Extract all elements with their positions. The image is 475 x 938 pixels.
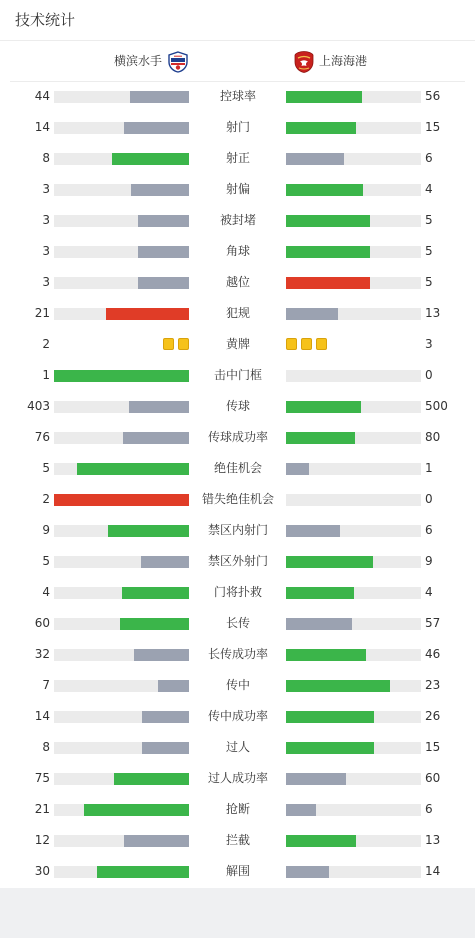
away-stat-value: 5 [425, 213, 433, 227]
home-stat-bar-track [54, 804, 189, 816]
stat-label: 禁区外射门 [207, 554, 268, 568]
home-team-crest-icon [166, 50, 190, 74]
home-stat-bar-track [54, 91, 189, 103]
home-stat-value: 3 [42, 275, 50, 289]
home-stat-value: 8 [42, 151, 50, 165]
stat-label: 禁区内射门 [207, 523, 268, 537]
home-stat-value: 2 [42, 492, 50, 506]
stat-row [0, 453, 475, 484]
stat-label: 角球 [225, 244, 250, 258]
stat-row [0, 608, 475, 639]
home-stat-bar-fill [122, 587, 190, 599]
away-stat-bar-track [286, 649, 421, 661]
away-team-crest-icon [292, 50, 316, 74]
home-stat-value: 21 [34, 802, 50, 816]
home-stat-bar-fill [138, 215, 189, 227]
away-stat-bar-fill [286, 432, 355, 444]
home-stat-bar-track [54, 556, 189, 568]
home-stat-bar-track [54, 494, 189, 506]
home-stat-value: 1 [42, 368, 50, 382]
away-stat-value: 5 [425, 275, 433, 289]
home-stat-bar-track [54, 246, 189, 258]
away-stat-bar-fill [286, 742, 374, 754]
away-stat-value: 6 [425, 802, 433, 816]
away-stat-bar-fill [286, 401, 361, 413]
home-stat-bar-track [54, 711, 189, 723]
yellow-card-icon [286, 338, 297, 350]
away-stat-bar-track [286, 742, 421, 754]
stat-label: 被封堵 [219, 213, 256, 227]
home-stat-bar-fill [138, 277, 189, 289]
home-stat-bar-track [54, 649, 189, 661]
stat-label: 长传 [225, 616, 250, 630]
away-stat-bar-fill [286, 215, 370, 227]
stat-row [0, 794, 475, 825]
yellow-card-icon [178, 338, 189, 350]
stat-label: 控球率 [219, 89, 256, 103]
stat-label: 抢断 [225, 802, 250, 816]
stat-row [0, 236, 475, 267]
home-stat-value: 21 [34, 306, 50, 320]
home-stat-bar-fill [142, 742, 189, 754]
home-stat-bar-track [54, 587, 189, 599]
home-stat-value: 3 [42, 213, 50, 227]
home-stat-value: 5 [42, 461, 50, 475]
away-stat-bar-track [286, 153, 421, 165]
away-stat-value: 6 [425, 523, 433, 537]
stat-row [0, 112, 475, 143]
home-stat-bar-track [54, 370, 189, 382]
yellow-card-icon [163, 338, 174, 350]
home-stat-bar-track [54, 308, 189, 320]
home-stat-bar-track [54, 153, 189, 165]
yellow-card-icon [316, 338, 327, 350]
stat-row [0, 360, 475, 391]
home-stat-bar-track [54, 866, 189, 878]
stat-label: 传中成功率 [207, 709, 268, 723]
away-stat-bar-fill [286, 680, 390, 692]
home-stat-bar-fill [124, 122, 189, 134]
away-stat-bar-track [286, 91, 421, 103]
home-stat-bar-fill [129, 401, 189, 413]
stat-label: 传中 [225, 678, 250, 692]
home-stat-value: 4 [42, 585, 50, 599]
stat-row [0, 391, 475, 422]
stat-label: 过人 [225, 740, 250, 754]
home-stat-bar-fill [141, 556, 189, 568]
away-stat-bar-fill [286, 277, 370, 289]
away-stat-value: 26 [425, 709, 441, 723]
home-stat-value: 7 [42, 678, 50, 692]
home-stat-bar-fill [84, 804, 189, 816]
stat-label: 传球成功率 [207, 430, 268, 444]
home-stat-bar-track [54, 742, 189, 754]
stat-row [0, 856, 475, 887]
stat-row [0, 267, 475, 298]
away-stat-bar-fill [286, 804, 316, 816]
home-stat-bar-fill [120, 618, 189, 630]
home-stat-bar-fill [54, 494, 189, 506]
away-stat-bar-fill [286, 835, 356, 847]
stat-label: 过人成功率 [207, 771, 268, 785]
yellow-card-icon [301, 338, 312, 350]
away-stat-bar-fill [286, 587, 354, 599]
stat-row [0, 670, 475, 701]
home-stat-bar-fill [97, 866, 189, 878]
away-stat-bar-track [286, 835, 421, 847]
stat-row [0, 701, 475, 732]
page-title: 技术统计 [15, 11, 76, 29]
away-stat-bar-fill [286, 122, 356, 134]
away-stat-bar-track [286, 556, 421, 568]
home-stat-value: 14 [34, 120, 50, 134]
home-stat-bar-track [54, 184, 189, 196]
home-stat-bar-fill [114, 773, 189, 785]
home-stat-bar-track [54, 680, 189, 692]
home-stat-bar-track [54, 277, 189, 289]
away-stat-bar-fill [286, 525, 340, 537]
away-stat-bar-fill [286, 866, 329, 878]
away-stat-bar-track [286, 680, 421, 692]
stats-list [0, 81, 475, 887]
home-stat-value: 32 [34, 647, 50, 661]
away-stat-value: 4 [425, 182, 433, 196]
home-stat-bar-fill [138, 246, 189, 258]
away-stat-bar-fill [286, 463, 309, 475]
away-stat-bar-track [286, 587, 421, 599]
stat-label: 错失绝佳机会 [201, 492, 274, 506]
home-stat-value: 9 [42, 523, 50, 537]
home-stat-bar-fill [77, 463, 189, 475]
away-stat-bar-track [286, 525, 421, 537]
away-stat-bar-fill [286, 246, 370, 258]
home-stat-value: 44 [34, 89, 50, 103]
away-stat-value: 1 [425, 461, 433, 475]
away-stat-bar-track [286, 494, 421, 506]
home-stat-bar-fill [106, 308, 189, 320]
away-stat-value: 56 [425, 89, 441, 103]
stat-row [0, 81, 475, 112]
home-stat-value: 14 [34, 709, 50, 723]
away-stat-bar-track [286, 711, 421, 723]
home-stat-value: 76 [34, 430, 50, 444]
stat-label: 传球 [225, 399, 250, 413]
away-stat-value: 5 [425, 244, 433, 258]
away-stat-value: 15 [425, 120, 441, 134]
stat-row [0, 732, 475, 763]
stat-label: 黄牌 [225, 337, 250, 351]
home-stat-bar-track [54, 122, 189, 134]
away-stat-value: 57 [425, 616, 441, 630]
home-stat-bar-fill [112, 153, 189, 165]
home-stat-bar-fill [123, 432, 189, 444]
away-stat-bar-fill [286, 184, 363, 196]
away-stat-value: 15 [425, 740, 441, 754]
stat-row [0, 422, 475, 453]
home-stat-bar-track [54, 401, 189, 413]
away-stat-value: 0 [425, 492, 433, 506]
stat-row [0, 515, 475, 546]
home-stat-value: 75 [34, 771, 50, 785]
home-stat-bar-track [54, 525, 189, 537]
away-stat-bar-track [286, 432, 421, 444]
away-stat-bar-fill [286, 91, 362, 103]
stat-row [0, 639, 475, 670]
stat-label: 拦截 [225, 833, 250, 847]
away-stat-bar-fill [286, 773, 346, 785]
away-stat-bar-track [286, 804, 421, 816]
home-stat-bar-track [54, 773, 189, 785]
away-stat-value: 13 [425, 306, 441, 320]
stat-row [0, 174, 475, 205]
home-stat-value: 403 [27, 399, 50, 413]
away-stat-bar-track [286, 866, 421, 878]
stat-row [0, 546, 475, 577]
away-stat-bar-fill [286, 711, 374, 723]
away-stat-bar-track [286, 184, 421, 196]
stat-row [0, 205, 475, 236]
home-stat-bar-fill [108, 525, 189, 537]
teams-header [0, 41, 475, 81]
away-yellow-cards [286, 338, 327, 350]
stat-row [0, 825, 475, 856]
stat-label: 门将扑救 [213, 585, 262, 599]
away-stat-value: 23 [425, 678, 441, 692]
stat-row [0, 143, 475, 174]
stat-label: 击中门框 [213, 368, 262, 382]
away-stat-value: 13 [425, 833, 441, 847]
home-stat-value: 8 [42, 740, 50, 754]
stat-row [0, 577, 475, 608]
away-stat-bar-track [286, 773, 421, 785]
stat-label: 射偏 [225, 182, 250, 196]
home-stat-bar-fill [130, 91, 189, 103]
away-stat-bar-track [286, 215, 421, 227]
home-stat-value: 3 [42, 244, 50, 258]
away-stat-bar-fill [286, 153, 344, 165]
away-stat-value: 4 [425, 585, 433, 599]
home-stat-value: 3 [42, 182, 50, 196]
away-stat-bar-track [286, 122, 421, 134]
stat-label: 犯规 [225, 306, 250, 320]
away-stat-value: 6 [425, 151, 433, 165]
away-stat-bar-track [286, 308, 421, 320]
home-stat-value: 30 [34, 864, 50, 878]
away-stat-bar-fill [286, 308, 338, 320]
home-stat-bar-track [54, 463, 189, 475]
stat-row [0, 763, 475, 794]
home-stat-value: 2 [42, 337, 50, 351]
home-stat-value: 5 [42, 554, 50, 568]
stat-row [0, 484, 475, 515]
home-stat-bar-fill [54, 370, 189, 382]
home-stat-bar-fill [142, 711, 189, 723]
away-stat-bar-track [286, 401, 421, 413]
away-stat-value: 46 [425, 647, 441, 661]
home-stat-bar-track [54, 835, 189, 847]
home-stat-bar-fill [134, 649, 189, 661]
away-stat-bar-track [286, 246, 421, 258]
away-stat-bar-track [286, 370, 421, 382]
away-stat-bar-fill [286, 556, 373, 568]
away-stat-value: 500 [425, 399, 448, 413]
away-stat-value: 60 [425, 771, 441, 785]
home-stat-bar-fill [124, 835, 189, 847]
away-stat-value: 80 [425, 430, 441, 444]
away-stat-value: 9 [425, 554, 433, 568]
away-stat-bar-fill [286, 618, 352, 630]
away-team-name: 上海海港 [319, 54, 368, 68]
stat-label: 射门 [225, 120, 250, 134]
home-yellow-cards [163, 338, 189, 350]
stat-row [0, 329, 475, 360]
home-stat-bar-track [54, 215, 189, 227]
home-stat-bar-fill [131, 184, 189, 196]
home-stat-bar-fill [158, 680, 189, 692]
stat-label: 射正 [225, 151, 250, 165]
away-stat-value: 3 [425, 337, 433, 351]
stat-label: 绝佳机会 [213, 461, 262, 475]
away-stat-value: 14 [425, 864, 441, 878]
home-stat-value: 60 [34, 616, 50, 630]
away-stat-bar-track [286, 463, 421, 475]
away-stat-bar-fill [286, 649, 366, 661]
home-stat-bar-track [54, 618, 189, 630]
home-team-name: 横滨水手 [113, 54, 162, 68]
stat-row [0, 298, 475, 329]
away-stat-bar-track [286, 277, 421, 289]
home-stat-value: 12 [34, 833, 50, 847]
stat-label: 长传成功率 [207, 647, 268, 661]
away-stat-value: 0 [425, 368, 433, 382]
stat-label: 解围 [225, 864, 250, 878]
stat-label: 越位 [225, 275, 250, 289]
home-stat-bar-track [54, 432, 189, 444]
away-stat-bar-track [286, 618, 421, 630]
